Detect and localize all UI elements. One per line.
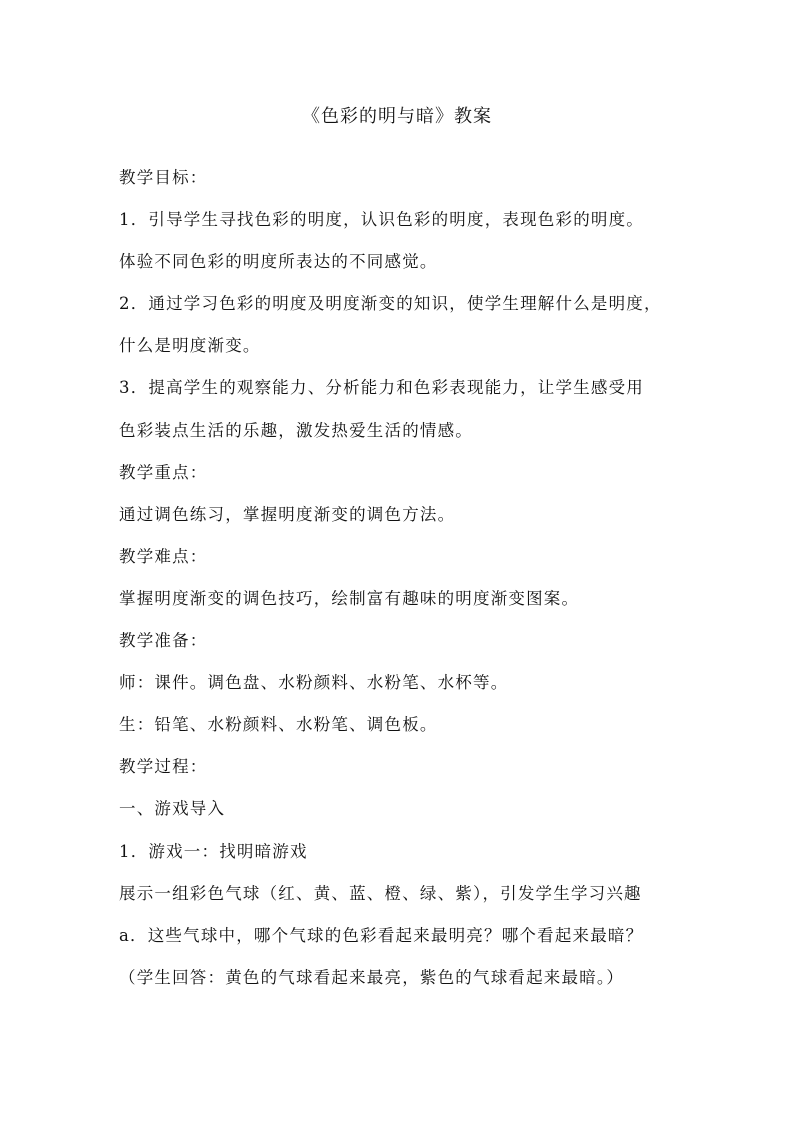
page-title: 《色彩的明与暗》教案	[302, 106, 492, 127]
paragraph-line: 掌握明度渐变的调色技巧，绘制富有趣味的明度渐变图案。	[119, 588, 580, 608]
paragraph-line: 生：铅笔、水粉颜料、水粉笔、调色板。	[119, 715, 438, 735]
paragraph-line: a．这些气球中，哪个气球的色彩看起来最明亮？哪个看起来最暗？	[119, 925, 644, 945]
paragraph-line: 3．提高学生的观察能力、分析能力和色彩表现能力，让学生感受用	[119, 378, 644, 398]
paragraph-line: 展示一组彩色气球（红、黄、蓝、橙、绿、紫），引发学生学习兴趣	[119, 883, 642, 903]
section-heading-key-points: 教学重点：	[119, 462, 208, 482]
paragraph-line: （学生回答：黄色的气球看起来最亮，紫色的气球看起来最暗。）	[119, 967, 625, 987]
paragraph-line: 1．引导学生寻找色彩的明度，认识色彩的明度，表现色彩的明度。	[119, 210, 644, 230]
paragraph-line: 2．通过学习色彩的明度及明度渐变的知识，使学生理解什么是明度，	[119, 294, 662, 314]
section-heading-preparation: 教学准备：	[119, 631, 208, 651]
document-body	[119, 165, 699, 1007]
paragraph-line: 什么是明度渐变。	[119, 336, 261, 356]
paragraph-line: 师：课件。调色盘、水粉颜料、水粉笔、水杯等。	[119, 673, 509, 693]
section-heading-difficulties: 教学难点：	[119, 546, 208, 566]
section-heading-objectives: 教学目标：	[119, 168, 208, 187]
paragraph-line: 体验不同色彩的明度所表达的不同感觉。	[119, 252, 438, 272]
section-heading-process: 教学过程：	[119, 757, 208, 777]
paragraph-line: 色彩装点生活的乐趣，激发热爱生活的情感。	[119, 420, 473, 440]
paragraph-line: 通过调色练习，掌握明度渐变的调色方法。	[119, 504, 456, 524]
paragraph-line: 1．游戏一：找明暗游戏	[119, 841, 308, 861]
subsection-heading: 一、游戏导入	[119, 799, 226, 819]
